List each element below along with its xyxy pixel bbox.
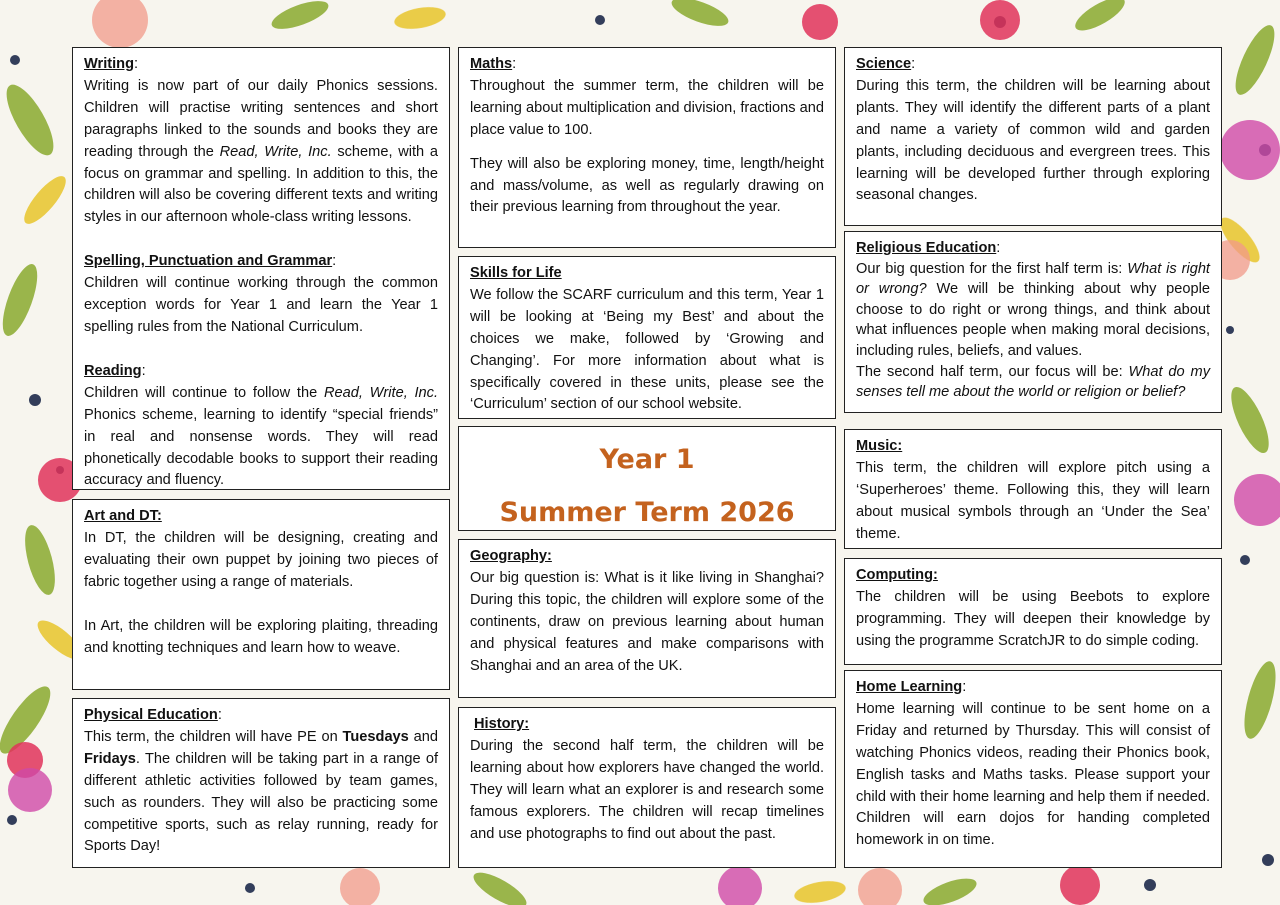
reading-heading: Reading [84, 362, 142, 379]
geography-panel [458, 539, 836, 698]
pe-heading: Physical Education [84, 707, 218, 723]
writing-heading: Writing [84, 56, 134, 72]
maths-panel: Maths: Throughout the summer term, the children will be learning about multiplication and division, fractions and place value to 100. They will also be exploring money, time, length/height and mass/volume, as well as regularly drawing on their previous learning from throughout the year. [458, 47, 836, 248]
music-text: This term, the children will explore pitch using a ‘Superheroes’ theme. Following this, they will learn about musical symbols through an ‘Under the Sea’ theme. [856, 459, 1210, 542]
art-dt-text-art: In Art, the children will be exploring plaiting, threading and knotting techniques and learn how to weave. [84, 617, 438, 656]
music-panel [844, 429, 1222, 549]
history-text: During the second half term, the children will be learning about how explorers have changed the world. They will learn what an explorer is and research some famous explorers. The children will recap timelines and use photographs to find out about the past. [470, 737, 824, 842]
pe-text: This term, the children will have PE on Tuesdays and Fridays. The children will be taking part in a range of different athletic activities followed by team games, such as rounders. They will also be practicing some competitive sports, such as relay running, ready for Sports Day! [84, 728, 438, 855]
writing-text: Writing is now part of our daily Phonics sessions. Children will practise writing sentences and short paragraphs linked to the sounds and books they are reading through the Read, Write, Inc. scheme, with a focus on grammar and spelling. In addition to this, the children will also be covering different texts and writing styles in our afternoon whole-class writing lessons. [84, 77, 438, 226]
science-heading: Science [856, 56, 912, 72]
art-dt-heading: Art and DT: [84, 508, 162, 524]
re-heading: Religious Education [856, 240, 997, 256]
maths-text-2: They will also be exploring money, time, length/height and mass/volume, as well as regularly drawing on their previous learning from throughout the year. [470, 155, 824, 216]
spag-text: Children will continue working through the common exception words for Year 1 and learn the Year 1 spelling rules from the National Curriculum. [84, 275, 438, 335]
pe-panel: Physical Education: This term, the children will have PE on Tuesdays and Fridays. The children will be taking part in a range of different athletic activities followed by team games, such as rounders. They will also be practicing some competitive sports, such as relay running, ready for Sports Day! [72, 698, 450, 868]
computing-panel [844, 558, 1222, 665]
re-panel: Religious Education: Our big question for the first half term is: What is right or wrong? We will be thinking about why people choose to do right or wrong things, and think about what influences people when making moral decisions, including rules, beliefs, and values. The second half term, our focus will be: What do my senses tell me about the world or religion or belief? [844, 231, 1222, 413]
science-text: During this term, the children will be learning about plants. They will identify the different parts of a plant and name a variety of common wild and garden plants, including deciduous and evergreen trees. This learning will be developed further through exploring seasonal changes. [856, 77, 1210, 204]
writing-panel [72, 47, 450, 490]
skills-heading: Skills for Life [470, 265, 562, 281]
re-text-2: The second half term, our focus will be: What do my senses tell me about the world or religion or belief? [856, 363, 1210, 401]
home-learning-panel: Home Learning: Home learning will continue to be sent home on a Friday and returned by Thursday. This will consist of watching Phonics videos, reading their Phonics book, English tasks and Maths tasks. Please support your child with their home learning and help them if needed. Children will earn dojos for handing completed homework in on time. [844, 670, 1222, 868]
computing-heading: Computing: [856, 567, 938, 583]
spag-heading: Spelling, Punctuation and Grammar [84, 253, 333, 270]
geography-text: Our big question is: What is it like living in Shanghai? During this topic, the children will explore some of the continents, draw on previous learning about human and physical features and make comparisons with Shanghai and an area of the UK. [470, 569, 824, 674]
skills-text: We follow the SCARF curriculum and this term, Year 1 will be looking at ‘Being my Best’ and about the choices we make, followed by ‘Growing and Changing’. For more information about what is specifically covered in these units, please see the ‘Curriculum’ section of our school website. [470, 286, 824, 413]
art-dt-panel [72, 499, 450, 690]
history-panel [458, 707, 836, 868]
home-learning-heading: Home Learning [856, 679, 963, 695]
title-year: Year 1 [599, 444, 695, 475]
title-panel [458, 426, 836, 531]
title-term: Summer Term 2026 [499, 497, 795, 528]
home-learning-text: Home learning will continue to be sent home on a Friday and returned by Thursday. This will consist of watching Phonics videos, reading their Phonics book, English tasks and Maths tasks. Please support your child with their home learning and help them if needed. Children will earn dojos for handing completed homework in on time. [856, 700, 1210, 849]
art-dt-text-dt: In DT, the children will be designing, creating and evaluating their own puppet by joining two pieces of fabric together using a range of materials. [84, 529, 438, 590]
history-heading: History: [474, 716, 530, 732]
spag-block: Spelling, Punctuation and Grammar: [84, 253, 337, 270]
music-heading: Music: [856, 438, 903, 454]
re-text-1: Our big question for the first half term is: What is right or wrong? We will be thinking about why people choose to do right or wrong things, and think about what influences people when making moral decisions, including rules, beliefs, and values. [856, 260, 1210, 359]
skills-panel [458, 256, 836, 419]
maths-text-1: Throughout the summer term, the children will be learning about multiplication and division, fractions and place value to 100. [470, 77, 824, 138]
heading-colon: : [134, 56, 139, 72]
reading-block: Reading: [84, 362, 146, 379]
maths-heading: Maths [470, 56, 513, 72]
reading-text: Children will continue to follow the Read, Write, Inc. Phonics scheme, learning to identify “special friends” in real and nonsense words. They will read phonetically decodable books to support their reading accuracy and fluency. [84, 384, 439, 489]
science-panel: Science: During this term, the children will be learning about plants. They will identify the different parts of a plant and name a variety of common wild and garden plants, including deciduous and evergreen trees. This learning will be developed further through exploring seasonal changes. [844, 47, 1222, 226]
computing-text: The children will be using Beebots to explore programming. They will deepen their knowledge by using the programme ScratchJR to do simple coding. [856, 588, 1210, 649]
geography-heading: Geography: [470, 548, 552, 564]
